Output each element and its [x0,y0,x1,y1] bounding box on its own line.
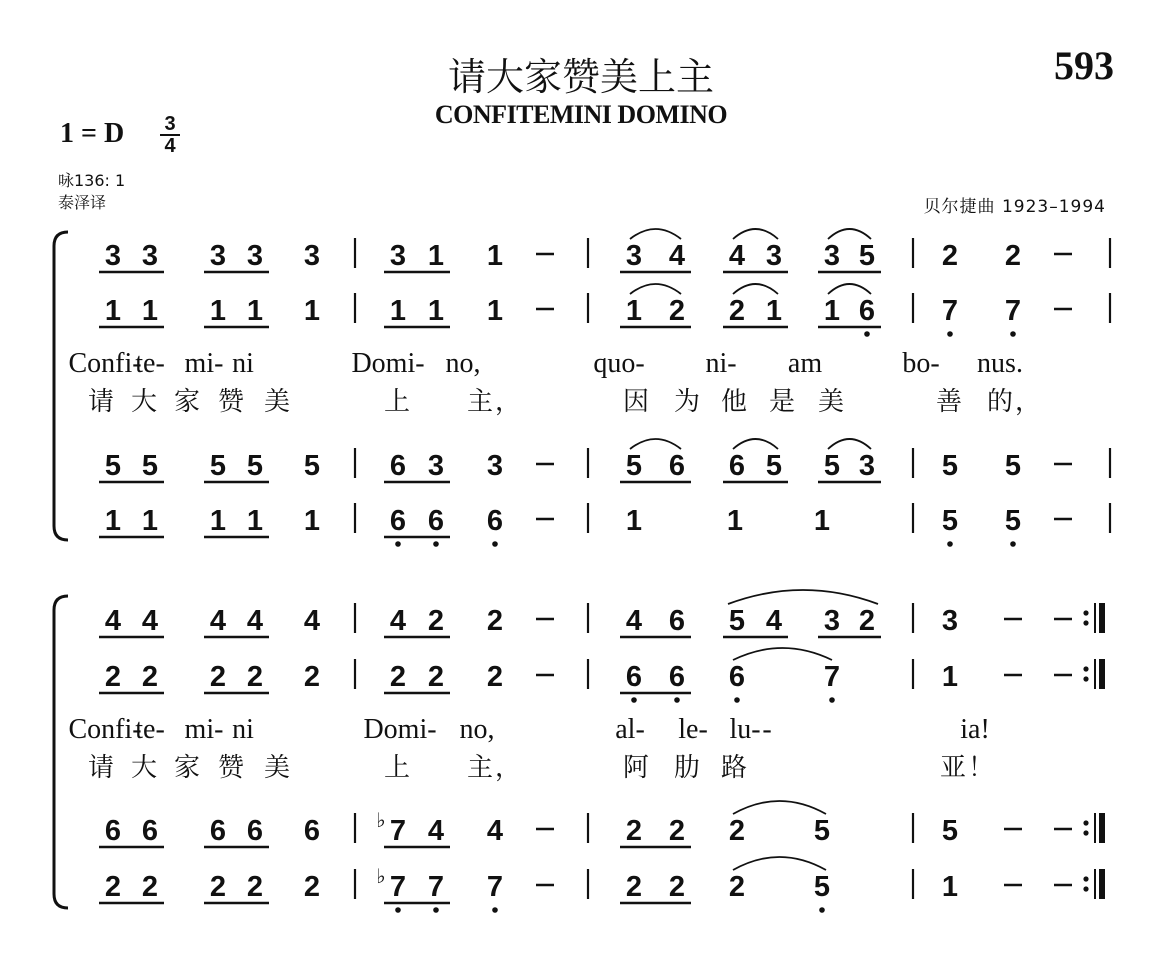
sys2-lyric-latin: lu- [729,714,761,745]
sys2-voice2-note: 2 [246,661,264,693]
sys2-voice3-note: 5 [941,815,959,847]
sys2-lyric-latin: mi- [184,714,224,745]
sys1-voice3-note: 5 [823,450,841,482]
sys2-voice3-note: 6 [209,815,227,847]
sys1-voice1-note: 3 [765,240,783,272]
sys2-voice2-note: 2 [427,661,445,693]
sys1-voice1-note: 3 [104,240,122,272]
sys2-lyric-latin: - [762,714,772,745]
sys2-voice3-note: 2 [668,815,686,847]
sys2-voice1-note: 2 [858,605,876,637]
sys2-voice4-note: 2 [209,871,227,903]
sys1-voice4-note: 6 [427,505,445,537]
sys1-lyric-latin: mi- [184,348,224,379]
slur [828,439,871,449]
sys1-voice3-note: 5 [765,450,783,482]
sys2-voice2-note: 6 [668,661,686,693]
sys1-voice1-note: 3 [246,240,264,272]
sys1-voice2-note: 1 [427,295,445,327]
sys2-lyric-chinese: 上 [383,753,413,783]
sys2-voice3-repeat-dot [1083,820,1088,825]
sys1-voice4-note: 1 [209,505,227,537]
system-brace [54,596,68,908]
sys1-lyric-latin: Confi- [68,348,142,379]
sys1-lyric-latin: nus. [977,348,1023,379]
translator: 泰泽译 [58,193,107,212]
sys2-lyric-latin: al- [615,714,645,745]
sys1-voice4-note: 1 [104,505,122,537]
sys2-voice4-note: 7 [427,871,445,903]
slur [733,439,778,449]
sys2-voice4-low-dot [395,907,401,913]
sys1-voice4-low-dot [492,541,498,547]
sys2-voice1-note: 3 [941,605,959,637]
sys1-voice2-note: 1 [389,295,407,327]
sys2-voice4-low-dot [433,907,439,913]
sys1-lyric-latin: no, [445,348,481,379]
sys2-voice2-note: 2 [303,661,321,693]
sys2-lyric-chinese: 路 [720,753,750,783]
sys1-voice4-note: 1 [625,505,643,537]
sys2-voice1-repeat-dot [1083,620,1088,625]
sys1-voice3-note: 3 [486,450,504,482]
hymn-title: 请大家赞美上主 [447,55,714,99]
sys1-voice4-note: 1 [726,505,744,537]
sys1-voice3-note: 5 [141,450,159,482]
sys1-voice3-note: 3 [427,450,445,482]
slur [630,284,681,294]
sys2-voice1-note: 4 [141,605,159,637]
sys2-voice1-note: 4 [104,605,122,637]
slur [733,648,832,660]
sys1-voice2-note: 1 [625,295,643,327]
sys2-voice1-note: 4 [389,605,407,637]
sys2-voice1-note: 4 [625,605,643,637]
sys1-voice2-note: 1 [141,295,159,327]
sys1-lyric-chinese: 家 [173,387,203,417]
hymn-number: 593 [1054,43,1114,88]
sys1-voice3-note: 5 [625,450,643,482]
sys1-voice1-note: 5 [858,240,876,272]
sys2-voice1-repeat-dot [1083,610,1088,615]
composer: 贝尔捷曲 1923–1994 [923,197,1106,217]
sys2-voice3-note: 6 [303,815,321,847]
sys2-voice3-note: 4 [486,815,504,847]
sys2-voice4-flat: ♭ [376,866,386,888]
sys2-lyric-latin: te- [135,714,165,745]
sys1-lyric-chinese: 他 [720,387,750,417]
sys1-voice1-note: 4 [728,240,746,272]
sys1-lyric-latin: ni [232,348,254,379]
sys2-voice1-note: 3 [823,605,841,637]
sys1-lyric-latin: ni- [705,348,737,379]
sys2-voice4-note: 1 [941,871,959,903]
sys2-lyric-latin: ia! [960,714,990,745]
sys1-voice2-low-dot [864,331,870,337]
sys1-lyric-latin: am [787,348,823,379]
sys2-voice3-note: 4 [427,815,445,847]
sys1-lyric-chinese: 大 [130,387,160,417]
sys2-voice2-note: 6 [625,661,643,693]
time-signature-bottom: 4 [164,135,176,157]
slur [733,284,778,294]
sys1-voice4-note: 6 [389,505,407,537]
sys1-voice3-note: 6 [728,450,746,482]
sys1-voice1-note: 1 [486,240,504,272]
sys2-voice4-note: 2 [668,871,686,903]
sys1-voice4-low-dot [947,541,953,547]
sys1-voice2-note: 1 [303,295,321,327]
sys1-voice1-note: 3 [303,240,321,272]
sys1-lyric-chinese: 的， [986,387,1044,417]
sys2-voice1-note: 4 [765,605,783,637]
sys2-voice1-note: 4 [209,605,227,637]
sys2-voice2-note: 2 [486,661,504,693]
sys2-voice3-note: 6 [246,815,264,847]
sys1-voice4-note: 5 [941,505,959,537]
sys1-lyric-chinese: 赞 [217,387,247,417]
sys1-voice3-note: 5 [209,450,227,482]
sys1-voice1-note: 2 [941,240,959,272]
sys1-voice3-note: 5 [941,450,959,482]
sys2-voice4-note: 7 [486,871,504,903]
slur [828,284,871,294]
sys1-voice1-note: 4 [668,240,686,272]
sys2-voice2-low-dot [631,697,637,703]
sys2-lyric-chinese: 主， [466,753,524,783]
sys2-voice4-note: 5 [813,871,831,903]
slur [828,229,871,239]
sys1-lyric-chinese: 因 [622,387,652,417]
sys2-lyric-chinese: 阿 [622,753,652,783]
sys2-voice3-note: 6 [141,815,159,847]
sys2-voice2-low-dot [829,697,835,703]
slur [630,439,681,449]
sys1-voice2-note: 1 [104,295,122,327]
sys2-voice2-note: 2 [104,661,122,693]
system-brace [54,232,68,540]
sys1-voice2-low-dot [1010,331,1016,337]
sys2-lyric-chinese: 请 [87,753,117,783]
sys1-voice2-note: 7 [941,295,959,327]
sys2-voice4-note: 2 [104,871,122,903]
slur [733,229,778,239]
sys1-voice1-note: 3 [209,240,227,272]
sys2-voice4-note: 2 [728,871,746,903]
sys1-lyric-chinese: 为 [673,387,703,417]
sys2-voice3-note: 6 [104,815,122,847]
sys1-lyric-chinese: 美 [263,387,293,417]
key-signature: 1 = D [60,118,125,149]
sys2-lyric-latin: Domi- [363,714,437,745]
sys2-voice4-note: 2 [303,871,321,903]
sys1-voice4-note: 1 [141,505,159,537]
sys1-voice2-note: 1 [486,295,504,327]
sys2-voice4-note: 2 [246,871,264,903]
sys1-voice3-note: 5 [1004,450,1022,482]
sys2-lyric-chinese: 亚！ [939,753,997,783]
sys1-lyric-latin: bo- [902,348,940,379]
sys1-lyric-chinese: 请 [87,387,117,417]
sys2-voice1-note: 4 [246,605,264,637]
sys2-voice2-note: 2 [389,661,407,693]
sys1-voice2-low-dot [947,331,953,337]
sys2-lyric-latin: no, [459,714,495,745]
sys1-voice3-note: 5 [104,450,122,482]
sys1-voice1-note: 3 [823,240,841,272]
sys1-voice1-note: 3 [389,240,407,272]
sys2-voice3-note: 2 [728,815,746,847]
time-signature-top: 3 [164,113,176,135]
sys1-lyric-chinese: 善 [935,387,965,417]
sys1-lyric-latin: te- [135,348,165,379]
sys1-voice1-note: 2 [1004,240,1022,272]
sys2-voice4-note: 2 [141,871,159,903]
sys2-voice4-note: 7 [389,871,407,903]
sys2-voice2-low-dot [734,697,740,703]
sys1-voice4-note: 1 [813,505,831,537]
sys2-lyric-latin: Confi- [68,714,142,745]
sys1-voice4-low-dot [1010,541,1016,547]
sys2-voice1-note: 5 [728,605,746,637]
sys1-voice4-note: 5 [1004,505,1022,537]
sys2-voice3-flat: ♭ [376,810,386,832]
sys2-voice2-note: 6 [728,661,746,693]
sys2-voice1-note: 4 [303,605,321,637]
sys2-lyric-chinese: 家 [173,753,203,783]
sys2-voice3-note: 2 [625,815,643,847]
sys1-voice3-note: 6 [389,450,407,482]
sys2-voice2-note: 2 [209,661,227,693]
sys2-voice2-note: 7 [823,661,841,693]
sys2-lyric-chinese: 美 [263,753,293,783]
sys2-voice1-note: 2 [427,605,445,637]
sys1-lyric-chinese: 是 [768,387,798,417]
sys1-voice1-note: 3 [141,240,159,272]
slur [630,229,681,239]
hymn-subtitle: CONFITEMINI DOMINO [434,100,728,129]
sys1-voice4-note: 6 [486,505,504,537]
sys2-voice4-note: 2 [625,871,643,903]
sys2-voice4-repeat-dot [1083,876,1088,881]
sys1-voice2-note: 1 [209,295,227,327]
sys2-lyric-chinese: 大 [130,753,160,783]
sys1-voice4-note: 1 [246,505,264,537]
sys1-voice4-low-dot [395,541,401,547]
slur [733,801,826,814]
sys1-voice2-note: 2 [728,295,746,327]
sys1-voice1-note: 1 [427,240,445,272]
sys2-voice2-repeat-dot [1083,676,1088,681]
sys1-voice2-note: 6 [858,295,876,327]
sys1-lyric-chinese: 上 [383,387,413,417]
sys2-voice3-note: 5 [813,815,831,847]
sys1-voice2-note: 2 [668,295,686,327]
sys2-voice4-low-dot [492,907,498,913]
slur [728,590,878,604]
slur [733,857,826,870]
sys2-lyric-chinese: 赞 [217,753,247,783]
sys1-voice3-note: 5 [303,450,321,482]
sys1-lyric-chinese: 美 [817,387,847,417]
sys2-voice1-note: 2 [486,605,504,637]
sys1-voice1-note: 3 [625,240,643,272]
sys2-voice2-repeat-dot [1083,666,1088,671]
sys2-voice2-note: 1 [941,661,959,693]
sys1-voice3-note: 5 [246,450,264,482]
sys2-voice2-note: 2 [141,661,159,693]
sys1-voice2-note: 1 [246,295,264,327]
sys2-lyric-chinese: 肋 [673,753,703,783]
sys1-voice2-note: 1 [823,295,841,327]
sys1-lyric-latin: Domi- [351,348,425,379]
sys2-voice3-repeat-dot [1083,830,1088,835]
sys2-voice4-low-dot [819,907,825,913]
sys1-voice2-note: 7 [1004,295,1022,327]
sys1-voice2-note: 1 [765,295,783,327]
sys2-voice4-repeat-dot [1083,886,1088,891]
sys1-voice4-low-dot [433,541,439,547]
sys2-voice2-low-dot [674,697,680,703]
sys2-lyric-latin: le- [678,714,708,745]
sys1-lyric-latin: quo- [593,348,645,379]
sys2-lyric-latin: ni [232,714,254,745]
sys1-lyric-chinese: 主， [466,387,524,417]
sys2-voice1-note: 6 [668,605,686,637]
sys1-voice3-note: 6 [668,450,686,482]
sys1-voice3-note: 3 [858,450,876,482]
sys1-voice4-note: 1 [303,505,321,537]
sys2-voice3-note: 7 [389,815,407,847]
psalm-reference: 咏136: 1 [58,171,126,190]
